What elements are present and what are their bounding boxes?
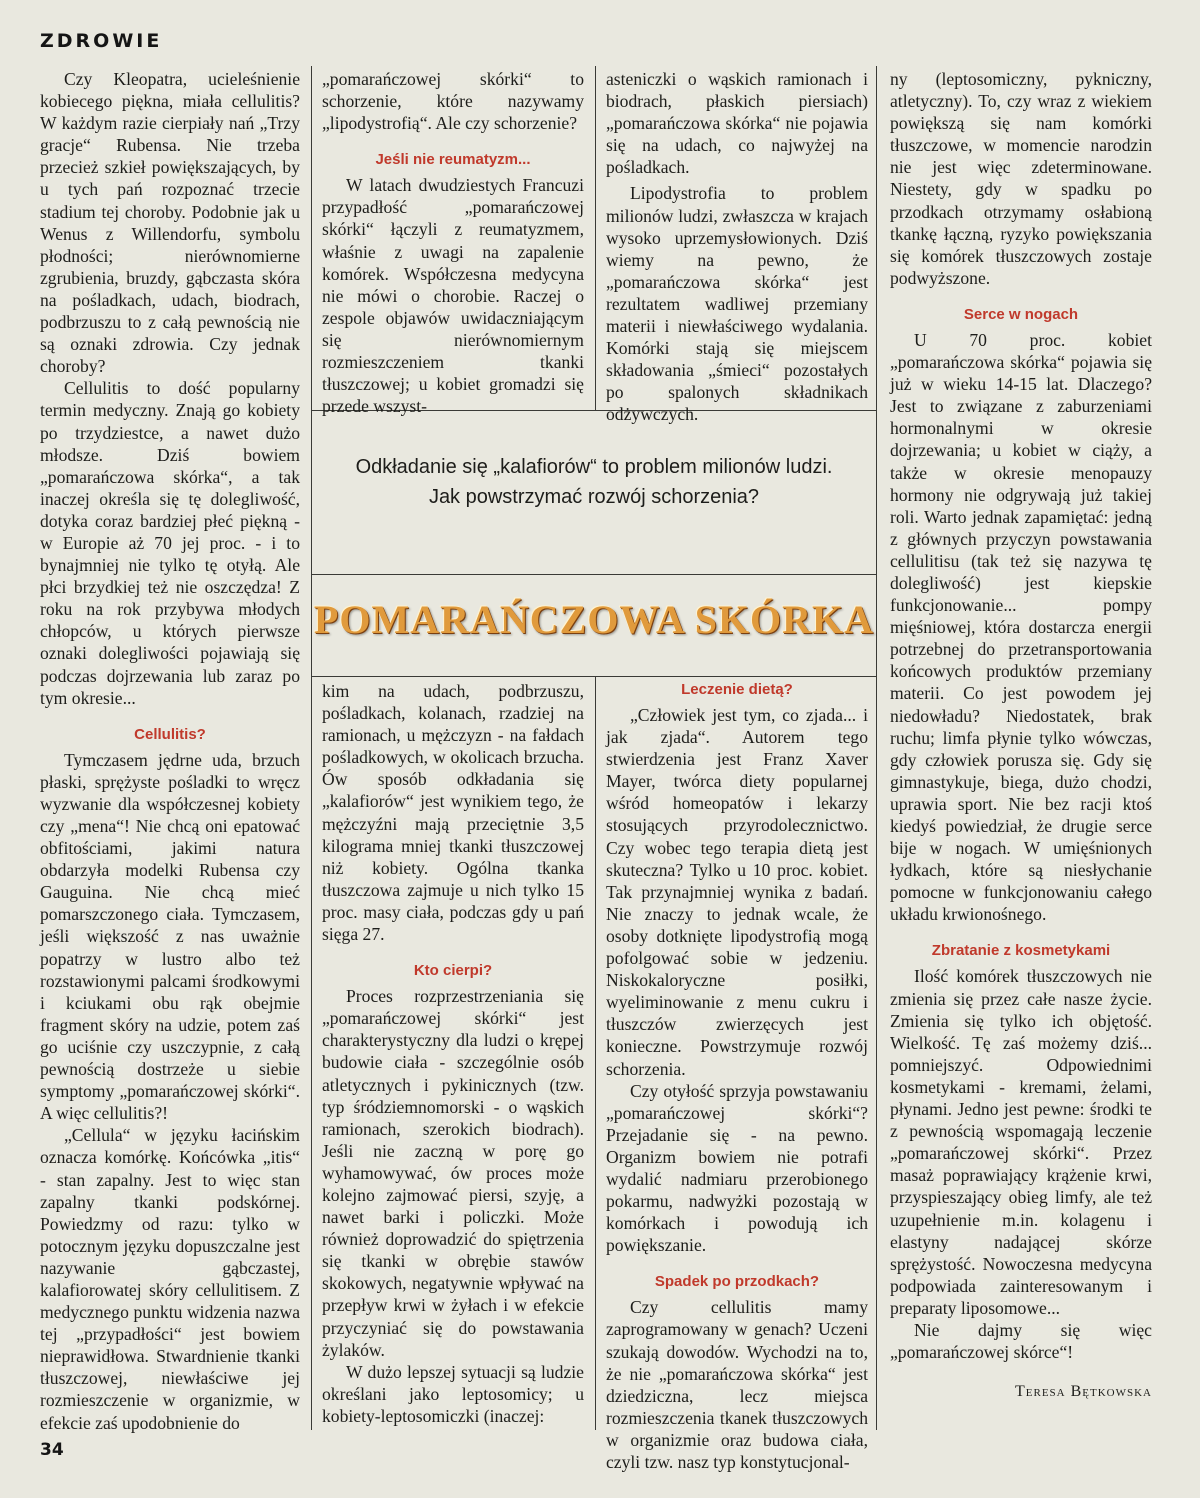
paragraph: Ilość komórek tłuszczowych nie zmienia się przez całe nasze życie. Zmienia się tylko ich objętość. Wielkość. Tę zaś możemy dziś... pomniejszyć. Odpowiednimi kosmetykami - kremami, żelami, płynami. Jedno jest pewne: środki te z pewnością wspomagają leczenie „pomarańczowej skórki“. Przez masaż poprawiający krążenie krwi, przyspieszający obieg limfy, ale też uzupełnienie m.in. kolagenu i elastyny nadającej skórze sprężystość. Nowoczesna medycyna podpowiada zainteresowanym i preparaty liposomowe... bbox=[890, 966, 1152, 1318]
subheading: Spadek po przodkach? bbox=[654, 1273, 820, 1291]
paragraph: Tymczasem jędrne uda, brzuch płaski, sprężyste pośladki to wręcz wyzwanie dla współczesnej kobiety czy „mena“! Nie chcą oni epatować obfitościami, jakimi natura obdarzyła modelki Rubensa czy Gauguina. Nie chcą mieć pomarszczonego ciała. Tymczasem, jeśli większość z nas uważnie popatrzy w lustro albo też rozstawionymi palcami środkowymi i kciukami obu rąk obejmie fragment skóry na udzie, potem zaś go uciśnie czy uszczypnie, z całą pewnością dostrzeże u siebie symptomy „pomarańczowej skórki“. A więc cellulitis?! bbox=[40, 749, 300, 1124]
teaser-line: Odkładanie się „kalafiorów“ to problem milionów ludzi. bbox=[355, 456, 833, 478]
teaser bbox=[312, 452, 876, 512]
column-rule bbox=[595, 676, 596, 1430]
paragraph: asteniczki o wąskich ramionach i biodrach, płaskich piersiach) „pomarańczowa skórka“ nie pojawia się na udach, co najwyżej na pośladkach. bbox=[606, 69, 868, 178]
article-column-1 bbox=[40, 68, 300, 1434]
article-headline: POMARAŃCZOWA SKÓRKA bbox=[313, 597, 875, 642]
column-rule bbox=[311, 66, 312, 410]
paragraph: W dużo lepszej sytuacji są ludzie określani jako leptosomicy; u kobiety-leptosomiczki (inaczej: bbox=[322, 1361, 584, 1426]
article-column-3-bottom bbox=[606, 680, 868, 1473]
column-rule bbox=[876, 66, 877, 1430]
article-column-2-bottom bbox=[322, 680, 584, 1427]
paragraph: Cellulitis to dość popularny termin medyczny. Znają go kobiety po trzydziestce, a nawet dużo młodsze. Dziś bowiem „pomarańczowa skórka“, a tak inaczej określa się tę dolegliwość, dotyka coraz bardziej płeć piękną - w Europie aż 70 jej proc. - i to bynajmniej nie tylko tę otyłą. Ale płci brzydkiej też nie oszczędza! Z roku na rok przybywa młodych chłopców, u których pierwsze oznaki dolegliwości pojawiają się podczas dojrzewania lub zaraz po tym okresie... bbox=[40, 378, 300, 708]
subheading: Leczenie dietą? bbox=[681, 681, 793, 698]
paragraph: Czy cellulitis mamy zaprogramowany w genach? Uczeni szukają dowodów. Wychodzi na to, że nie „pomarańczowa skórka“ jest dziedziczna, lecz miejsca rozmieszczenia tkanek tłuszczowych w organizmie oraz budowa ciała, czyli tzw. nasz typ konstytucjonal- bbox=[606, 1297, 868, 1472]
paragraph: Proces rozprzestrzeniania się „pomarańczowej skórki“ jest charakterystyczny dla ludzi o krępej budowie ciała - szczególnie osób atletycznych i pykinicznych (tzw. typ śródziemnomorski - o wąskich ramionach, szerokich biodrach). Jeśli nie zaczną w porę go wyhamowywać, ów proces może kolejno zajmować piersi, szyję, a nawet barki i policzki. Może również doprowadzić do spiętrzenia się tkanki w obrębie stawów skokowych, negatywnie wpływać na przepływ krwi w żyłach i w efekcie przyczyniać się do powstawania żylaków. bbox=[322, 986, 584, 1360]
paragraph: „Cellula“ w języku łacińskim oznacza komórkę. Końcówka „itis“ - stan zapalny. Jest to więc stan zapalny tkanki podskórnej. Powiedzmy od razu: tylko w potocznym języku dopuszczalne jest nazywanie gąbczastej, kalafiorowatej skóry cellulitisem. Z medycznego punktu widzenia nazwa tej „przypadłości“ jest bowiem nieprawidłowa. Stwardnienie tkanki tłuszczowej, niewłaściwe jej rozmieszczenie w organizmie, w efekcie zaś upodobnienie do bbox=[40, 1125, 300, 1433]
article-column-4 bbox=[890, 68, 1152, 1403]
paragraph: Nie dajmy się więc „pomarańczowej skórce“! bbox=[890, 1319, 1152, 1363]
subheading: Serce w nogach bbox=[963, 305, 1079, 323]
subheading: Jeśli nie reumatyzm... bbox=[375, 151, 531, 169]
column-rule bbox=[311, 410, 312, 1430]
title-box-mid-rule bbox=[311, 574, 877, 575]
paragraph: Czy otyłość sprzyja powstawaniu „pomarańczowej skórki“? Przejadanie się - na pewno. Organizm bowiem nie potrafi wydalić nadmiaru przerobionego pokarmu, nadwyżki pozostają w komórkach i powodują ich powiększanie. bbox=[606, 1080, 868, 1256]
subheading: Kto cierpi? bbox=[413, 962, 493, 980]
article-column-3-top bbox=[606, 68, 868, 426]
section-label: ZDROWIE bbox=[40, 30, 163, 52]
article-column-2-top bbox=[322, 68, 584, 417]
title-box-bottom-rule bbox=[311, 676, 877, 677]
paragraph: ny (leptosomiczny, pykniczny, atletyczny). To, czy wraz z wiekiem powiększą się nam komórki tłuszczowe, w momencie narodzin nie jest więc zdeterminowane. Niestety, gdy w spadku po przodkach otrzymamy osłabioną tkankę łączną, ryzyko powiększania się komórek tłuszczowych zostaje podwyższone. bbox=[890, 69, 1152, 288]
paragraph: W latach dwudziestych Francuzi przypadłość „pomarańczowej skórki“ łączyli z reumatyzmem, właśnie z uwagi na zapalenie komórek. Współczesna medycyna nie mówi o chorobie. Raczej o zespole objawów uwidaczniającym się nierównomiernym rozmieszczeniem tkanki tłuszczowej; u kobiet gromadzi się przede wszyst- bbox=[322, 175, 584, 417]
author-signature: Teresa Bętkowska bbox=[1015, 1383, 1152, 1401]
page-number: 34 bbox=[40, 1440, 64, 1460]
paragraph: Czy Kleopatra, ucieleśnienie kobiecego piękna, miała cellulitis? W każdym razie cierpiały nań „Trzy gracje“ Rubensa. Nie trzeba przecież szkieł powiększających, by u tych pań rozpoznać trzecie stadium tej choroby. Podobnie jak u Wenus z Willendorfu, symbolu płodności; nierównomierne zgrubienia, bruzdy, gąbczasta skóra na pośladkach, udach, biodrach, podbrzuszu to z całą pewnością nie są oznaki zdrowia. Czy jednak choroby? bbox=[40, 69, 300, 377]
subheading: Zbratanie z kosmetykami bbox=[931, 942, 1111, 960]
paragraph: „Człowiek jest tym, co zjada... i jak zjada“. Autorem tego stwierdzenia jest Franz Xaver Mayer, twórca diety popularnej wśród homeopatów i lekarzy stosujących przyrodolecznictwo. Czy wobec tego terapia dietą jest skuteczna? Tylko u 10 proc. kobiet. Tak przynajmniej wynika z badań. Nie znaczy to jednak wcale, że osoby dotknięte lipodystrofią mogą pofolgować sobie w jedzeniu. Niskokaloryczne posiłki, wyeliminowanie z menu cukru i tłuszczów zwierzęcych jest konieczne. Powstrzymuje rozwój schorzenia. bbox=[606, 705, 868, 1079]
paragraph: kim na udach, podbrzuszu, pośladkach, kolanach, rzadziej na ramionach, u mężczyzn - na fałdach pośladkowych, w okolicach brzucha. Ów sposób odkładania się „kalafiorów“ jest wynikiem tego, że mężczyźni mają przeciętnie 3,5 kilograma mniej tkanki tłuszczowej niż kobiety. Ogólna tkanka tłuszczowa zajmuje u nich tylko 15 proc. masy ciała, podczas gdy u pań sięga 27. bbox=[322, 681, 584, 945]
paragraph: U 70 proc. kobiet „pomarańczowa skórka“ pojawia się już w wieku 14-15 lat. Dlaczego? Jest to związane z zaburzeniami hormonalnymi w okresie dojrzewania; u kobiet w ciąży, a także w okresie menopauzy hormony nie odgrywają już takiej roli. Warto jednak zapamiętać: jedną z głównych przyczyn powstawania cellulitisu (tak też się nazywa tę dolegliwość) jest kiepskie funkcjonowanie... pompy mięśniowej, która dostarcza energii potrzebnej do przetransportowania końcowych produktów przemiany materii. Co jest powodem jej niedowładu? Niedostatek, brak ruchu; limfa płynie tylko wówczas, gdy człowiek porusza się. Gdy się gimnastykuje, biega, dużo chodzi, uprawia sport. Nie bez racji ktoś kiedyś powiedział, że drugie serce bije w nogach. W umięśnionych łydkach, które są niesłychanie pomocne w funkcjonowaniu całego układu krwionośnego. bbox=[890, 329, 1152, 925]
column-rule bbox=[595, 66, 596, 410]
teaser-line: Jak powstrzymać rozwój schorzenia? bbox=[428, 486, 760, 508]
subheading: Cellulitis? bbox=[134, 725, 206, 743]
paragraph: „pomarańczowej skórki“ to schorzenie, które nazywamy „lipodystrofią“. Ale czy schorzenie? bbox=[322, 69, 584, 134]
paragraph: Lipodystrofia to problem milionów ludzi, zwłaszcza w krajach wysoko uprzemysłowionych. Dziś wiemy na pewno, że „pomarańczowa skórka“ jest rezultatem wadliwej przemiany materii i niewłaściwego wydalania. Komórki stają się miejscem składowania „śmieci“ pozostałych po spalonych składnikach odżywczych. bbox=[606, 183, 868, 425]
